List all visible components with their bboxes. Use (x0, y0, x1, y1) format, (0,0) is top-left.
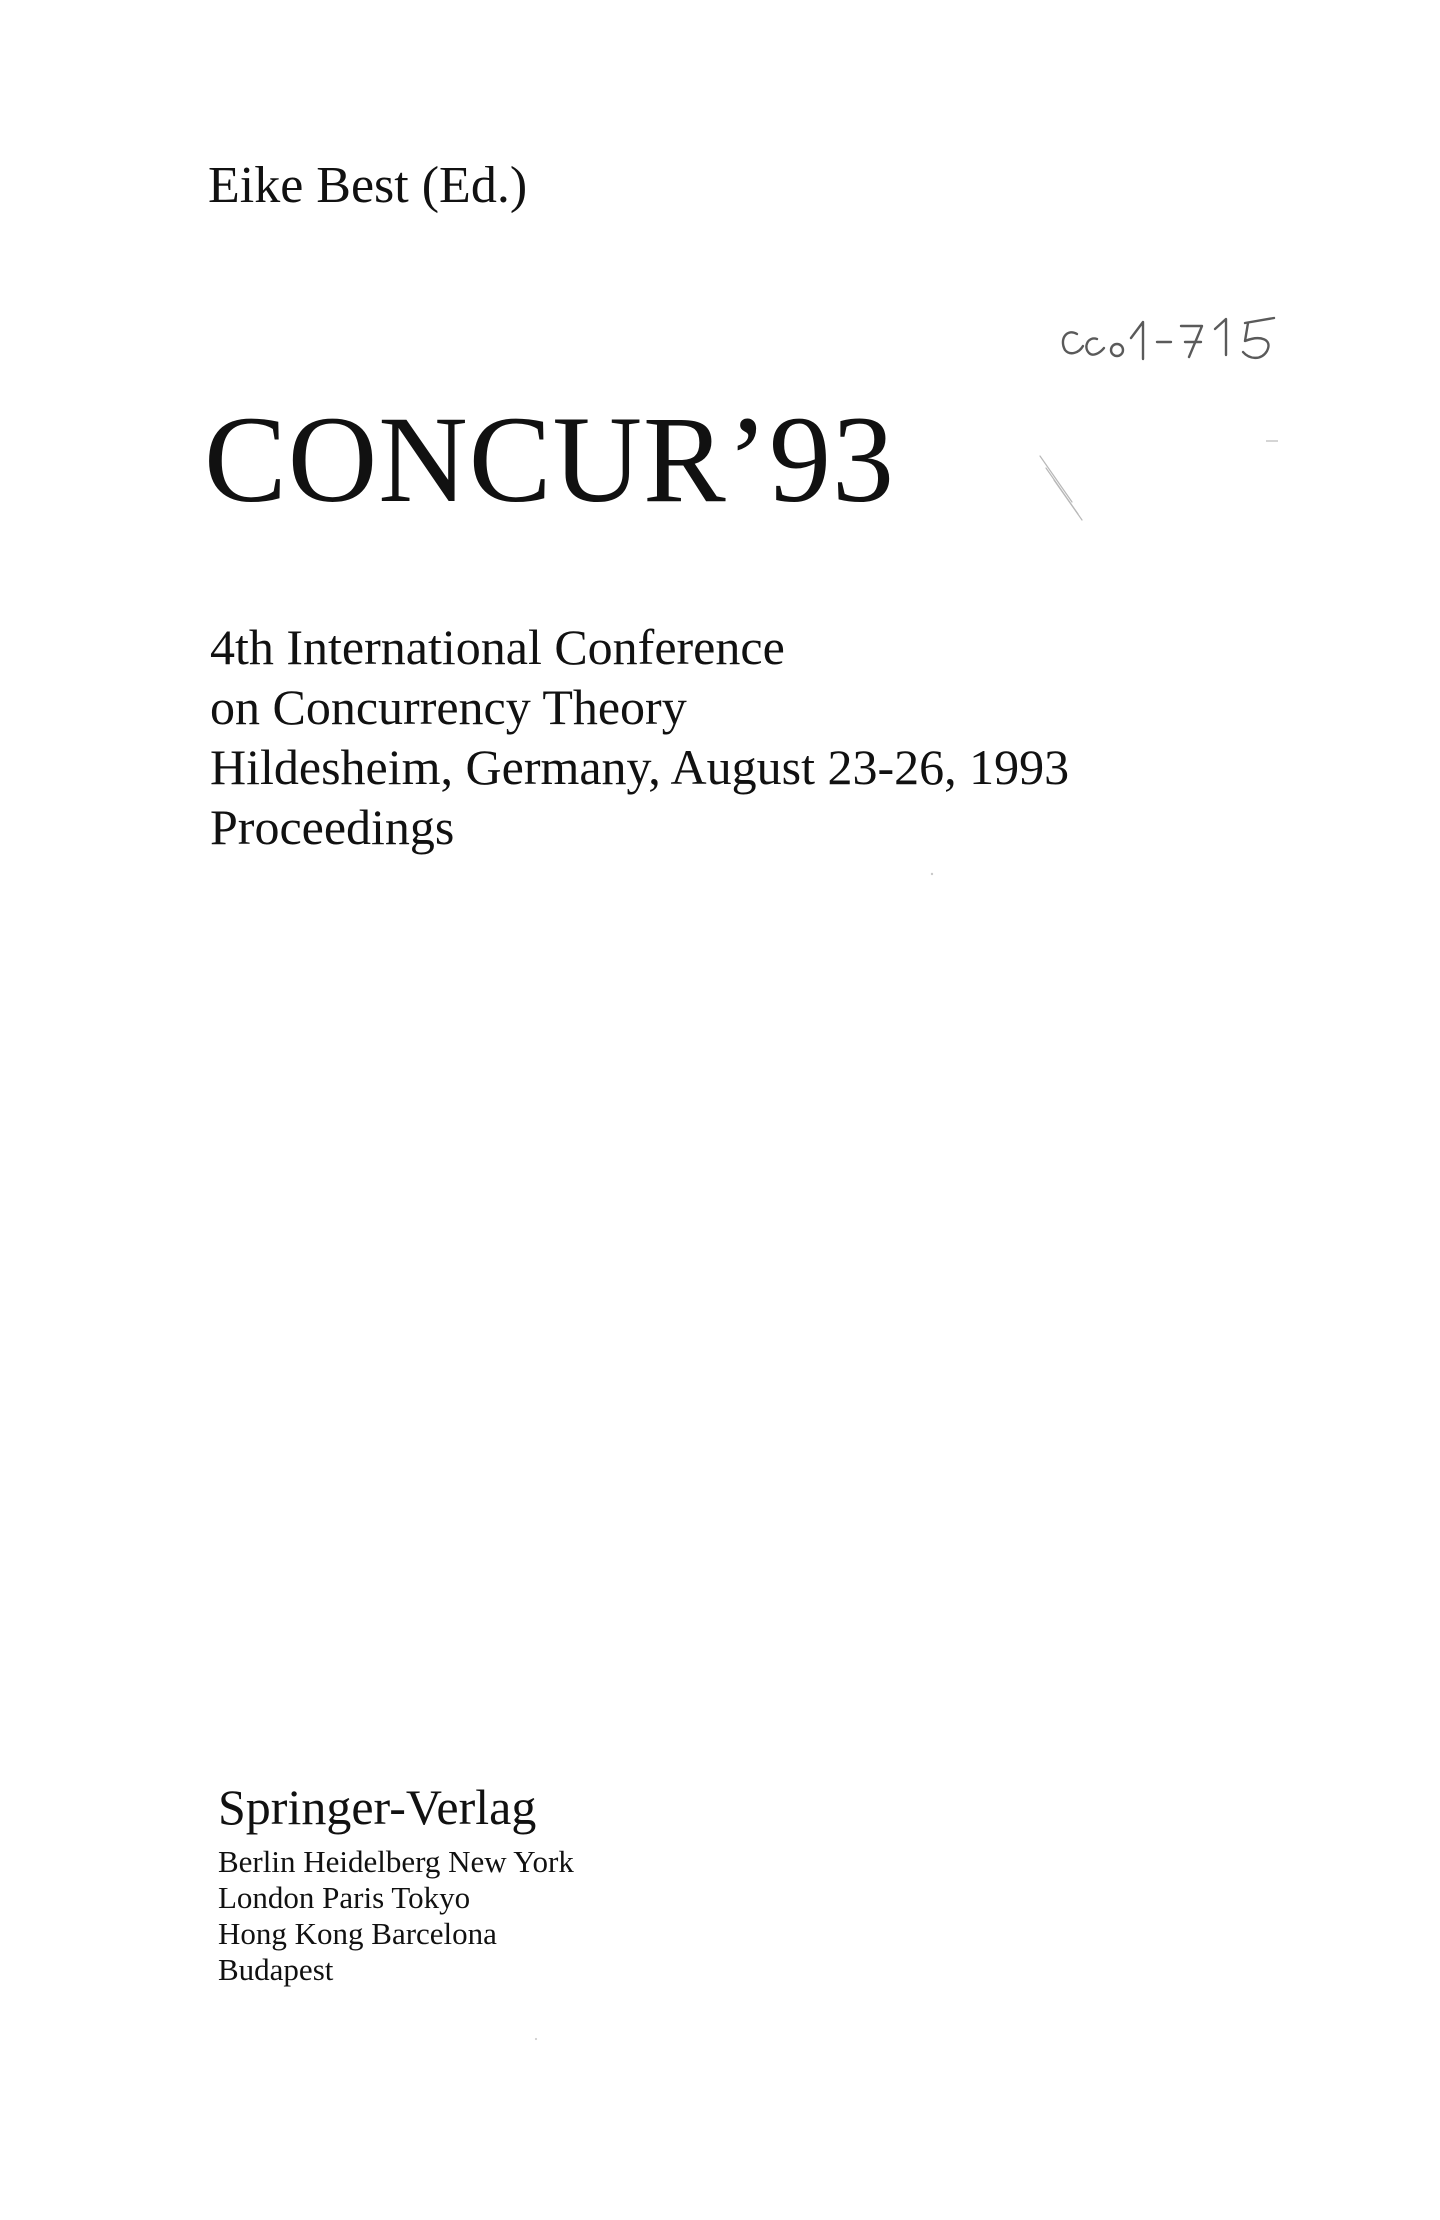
subtitle-line: Proceedings (210, 799, 455, 855)
scan-speckle-dot (1265, 438, 1279, 444)
handwritten-call-number (1055, 308, 1285, 368)
publisher-locations (218, 1844, 574, 1988)
location-line: Budapest (218, 1952, 334, 1987)
location-line: London Paris Tokyo (218, 1880, 471, 1915)
subtitle-line: 4th International Conference (210, 619, 785, 675)
subtitle-line: Hildesheim, Germany, August 23-26, 1993 (210, 739, 1070, 795)
subtitle-line: on Concurrency Theory (210, 679, 687, 735)
scan-speckle-dot (928, 870, 936, 878)
location-line: Hong Kong Barcelona (218, 1916, 497, 1951)
scan-speckle-mark (1030, 450, 1100, 530)
conference-title: CONCUR’93 (204, 391, 896, 528)
editor-credit: Eike Best (Ed.) (208, 157, 528, 214)
scan-speckle-dot (532, 2035, 540, 2043)
publisher-block (218, 1779, 574, 1988)
location-line: Berlin Heidelberg New York (218, 1844, 574, 1879)
conference-subtitle (210, 617, 1069, 857)
publisher-name: Springer-Verlag (218, 1779, 537, 1835)
